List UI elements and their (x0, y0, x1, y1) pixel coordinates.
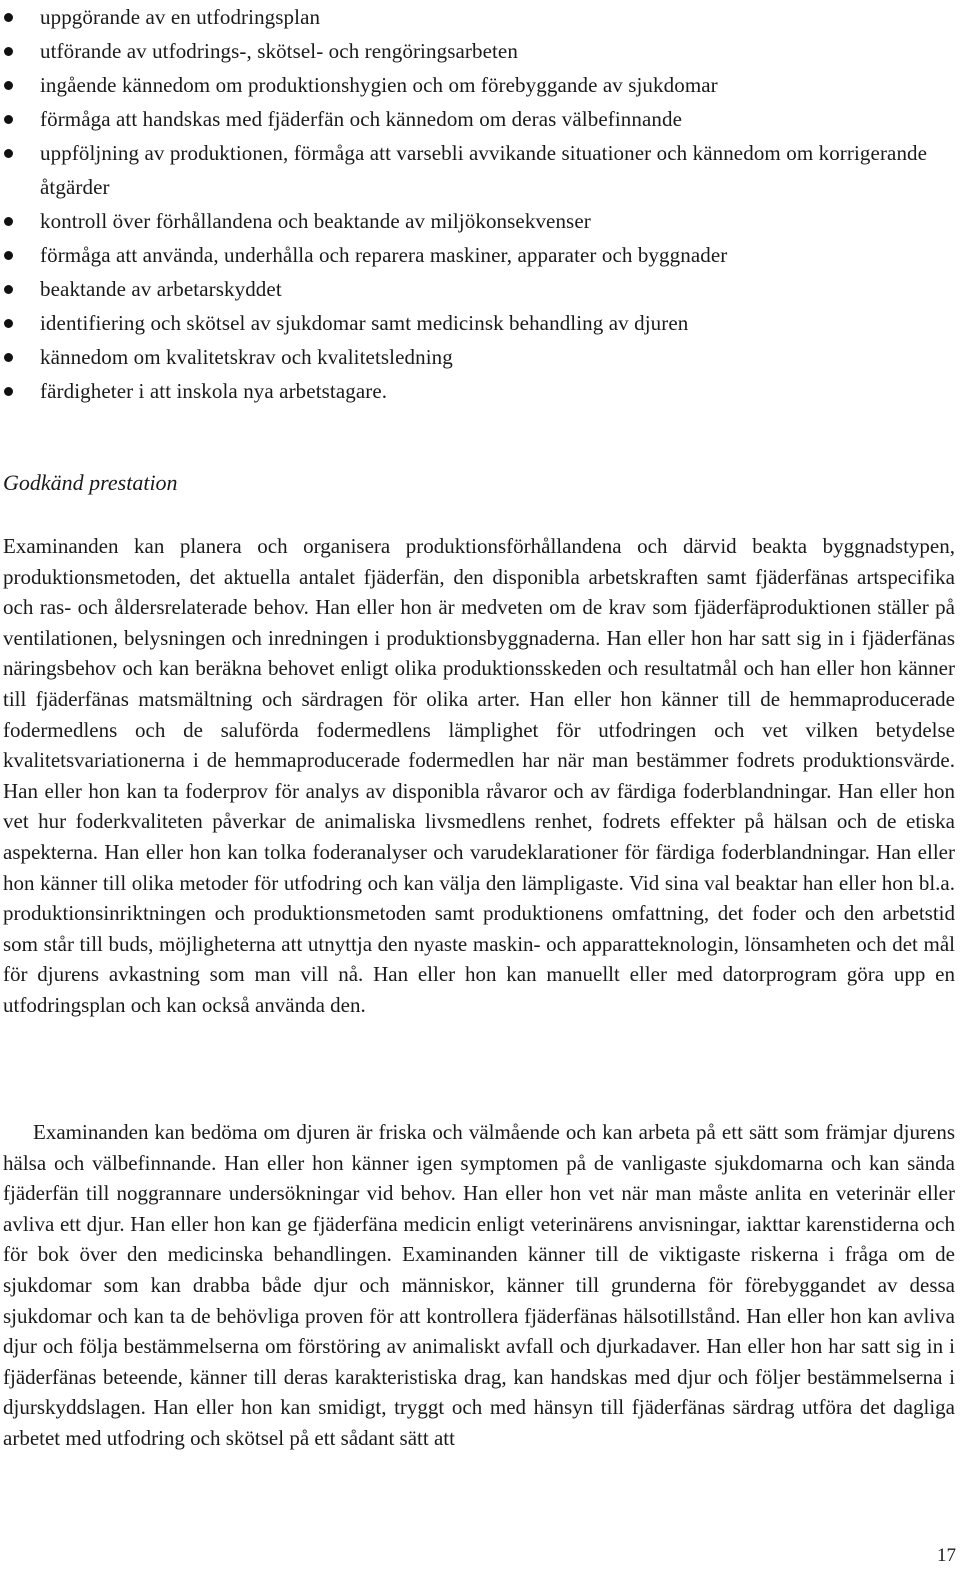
bullet-icon (4, 149, 13, 158)
list-item-text: ingående kännedom om produktionshygien och om förebyggande av sjukdomar (40, 73, 718, 97)
list-item-text: färdigheter i att inskola nya arbetstagare. (40, 379, 388, 403)
list-item-text: kontroll över förhållandena och beaktande av miljökonsekvenser (40, 209, 591, 233)
list-item-text: kännedom om kvalitetskrav och kvalitetsledning (40, 345, 453, 369)
list-item (0, 204, 960, 238)
list-item (0, 306, 960, 340)
bullet-icon (4, 81, 13, 90)
bullet-icon (4, 319, 13, 328)
list-item (0, 374, 960, 408)
section-heading: Godkänd prestation (3, 470, 178, 495)
bullet-icon (4, 115, 13, 124)
bullet-icon (4, 353, 13, 362)
bullet-icon (4, 387, 13, 396)
list-item (0, 136, 960, 204)
list-item-text: förmåga att handskas med fjäderfän och kännedom om deras välbefinnande (40, 107, 683, 131)
list-item-text: identifiering och skötsel av sjukdomar samt medicinsk behandling av djuren (40, 311, 689, 335)
list-item (0, 0, 960, 34)
competence-bullet-list (0, 0, 960, 408)
list-item (0, 102, 960, 136)
list-item-text: utförande av utfodrings-, skötsel- och rengöringsarbeten (40, 39, 518, 63)
list-item (0, 34, 960, 68)
bullet-icon (4, 285, 13, 294)
page-number: 17 (937, 1545, 956, 1566)
list-item-text: uppgörande av en utfodringsplan (40, 5, 321, 29)
list-item-text: beaktande av arbetarskyddet (40, 277, 282, 301)
bullet-icon (4, 47, 13, 56)
list-item-text: uppföljning av produktionen, förmåga att varsebli avvikande situationer och kännedom om korrigerande åtgärder (40, 141, 928, 199)
list-item-text: förmåga att använda, underhålla och reparera maskiner, apparater och byggnader (40, 243, 728, 267)
body-paragraph: Examinanden kan planera och organisera produktionsförhållandena och därvid beakta byggnadstypen, produktionsmetoden, det aktuella antalet fjäderfän, den disponibla arbetskraften samt fjäderfänas artspecifika och ras- och åldersrelaterade behov. Han eller hon är medveten om de krav som fjäderfäproduktionen ställer på ventilationen, belysningen och inredningen i produktionsbyggnaderna. Han eller hon har satt sig in i fjäderfänas näringsbehov och kan beräkna behovet enligt olika produktionsskeden och resultatmål och han eller hon känner till fjäderfänas matsmältning och särdragen för olika arter. Han eller hon känner till de hemmaproducerade fodermedlens och de saluförda fodermedlens lämplighet för utfodringen och vet vilken betydelse kvalitetsvariationerna i de hemmaproducerade fodermedlen har när man bestämmer fodrets produktionsvärde. Han eller hon kan ta foderprov för analys av disponibla råvaror och av färdiga foderblandningar. Han eller hon vet hur foderkvaliteten påverkar de animaliska livsmedlens renhet, fodrets effekter på hälsan och de etiska aspekterna. Han eller hon kan tolka foderanalyser och varudeklarationer för färdiga foderblandningar. Han eller hon känner till olika metoder för utfodring och kan välja den lämpligaste. Vid sina val beaktar han eller hon bl.a. produktionsinriktningen och produktionsmetoden samt produktionens omfattning, det foder och den arbetstid som står till buds, möjligheterna att utnyttja den nyaste maskin- och apparatteknologin, lönsamheten och det mål för djurens avkastning som man vill nå. Han eller hon kan manuellt eller med datorprogram göra upp en utfodringsplan och kan också använda den. (3, 534, 955, 1017)
bullet-icon (4, 13, 13, 22)
bullet-icon (4, 251, 13, 260)
bullet-icon (4, 217, 13, 226)
list-item (0, 68, 960, 102)
list-item (0, 272, 960, 306)
body-paragraph: Examinanden kan bedöma om djuren är friska och välmående och kan arbeta på ett sätt som främjar djurens hälsa och välbefinnande. Han eller hon känner igen symptomen på de vanligaste sjukdomarna och kan sända fjäderfän till noggrannare undersökningar vid behov. Han eller hon vet när man måste anlita en veterinär eller avliva ett djur. Han eller hon kan ge fjäderfäna medicin enligt veterinärens anvisningar, iakttar karenstiderna och för bok över den medicinska behandlingen. Examinanden känner till de viktigaste riskerna i fråga om de sjukdomar som kan drabba både djur och människor, känner till grunderna för förebyggandet av dessa sjukdomar och kan ta de behövliga proven för att kontrollera fjäderfänas hälsotillstånd. Han eller hon kan avliva djur och följa bestämmelserna om förstöring av animaliskt avfall och djurkadaver. Han eller hon har satt sig in i fjäderfänas beteende, känner till deras karakteristiska drag, kan handskas med djur och följer bestämmelserna i djurskyddslagen. Han eller hon kan smidigt, tryggt och med hänsyn till fjäderfänas särdrag utföra det dagliga arbetet med utfodring och skötsel på ett sådant sätt att (3, 1120, 955, 1450)
list-item (0, 238, 960, 272)
list-item (0, 340, 960, 374)
